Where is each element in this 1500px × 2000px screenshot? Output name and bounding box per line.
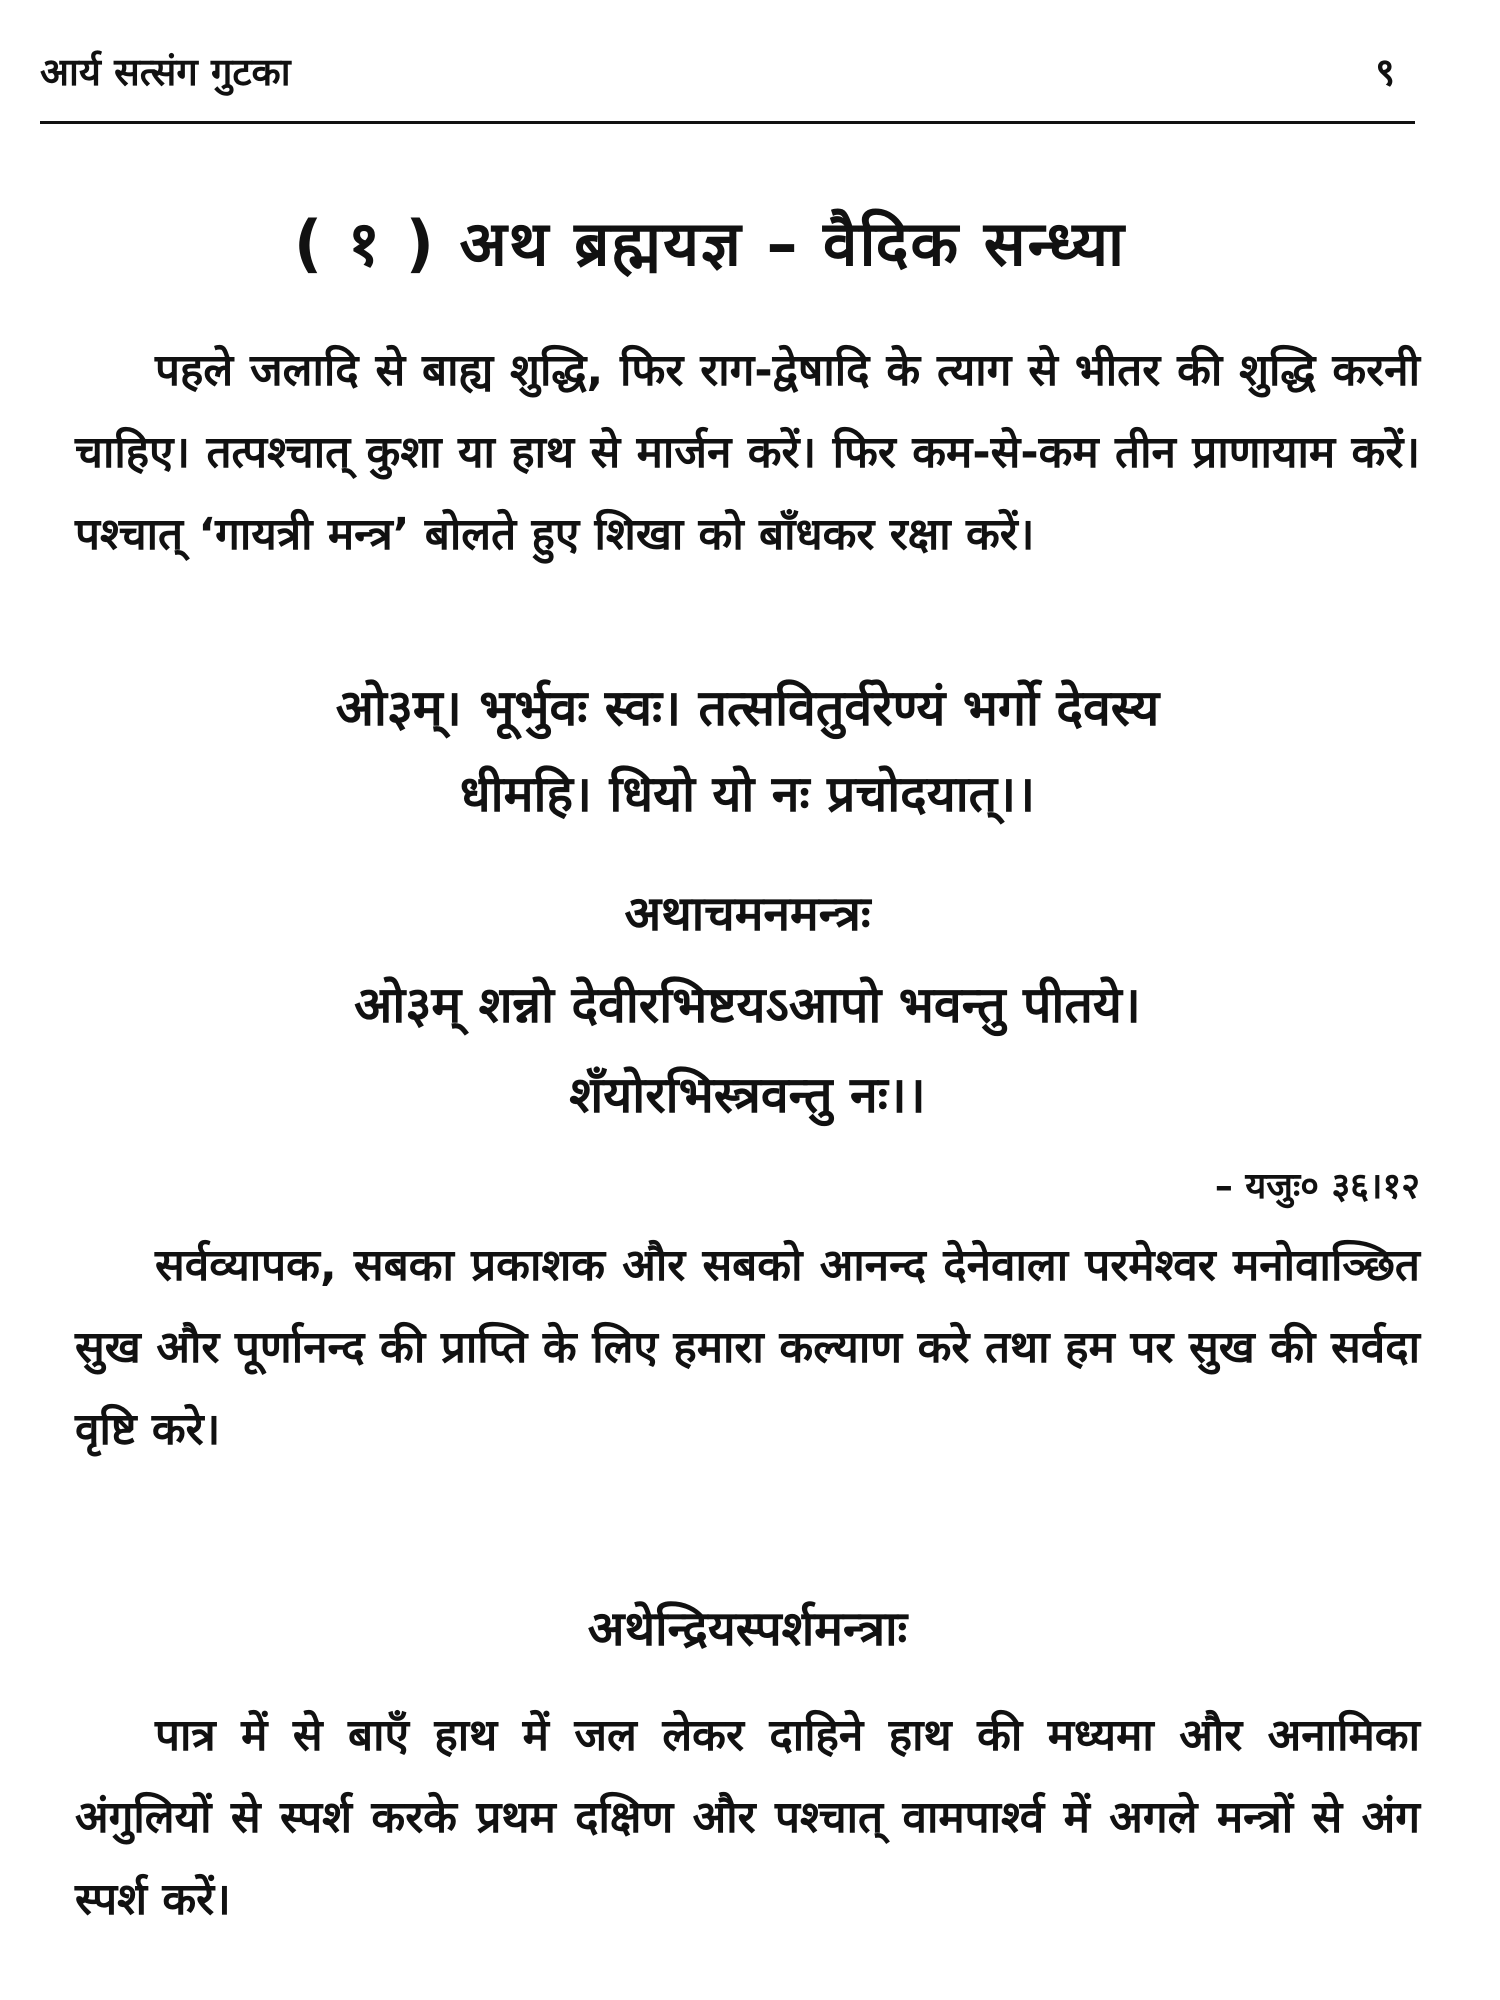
achamana-mantra	[75, 960, 1420, 1140]
achamana-heading: अथाचमनमन्त्रः	[624, 886, 871, 942]
intro-paragraph: पहले जलादि से बाह्य शुद्धि, फिर राग-द्वेषादि के त्याग से भीतर की शुद्धि करनी चाहिए। तत्पश्चात् कुशा या हाथ से मार्जन करें। फिर कम-से-कम तीन प्राणायाम करें। पश्चात् ‘गायत्री मन्त्र’ बोलते हुए शिखा को बाँधकर रक्षा करें।	[75, 345, 1420, 560]
achamana-meaning: सर्वव्यापक, सबका प्रकाशक और सबको आनन्द देनेवाला परमेश्वर मनोवाञ्छित सुख और पूर्णानन्द की प्राप्ति के लिए हमारा कल्याण करे तथा हम पर सुख की सर्वदा वृष्टि करे।	[75, 1240, 1420, 1455]
book-title: आर्य सत्संग गुटका	[40, 50, 291, 94]
gayatri-mantra-line-2: धीमहि। धियो यो नः प्रचोदयात्।।	[459, 765, 1036, 823]
chapter-heading: ( १ ) अथ ब्रह्मयज्ञ – वैदिक सन्ध्या	[293, 207, 1127, 280]
gayatri-mantra	[75, 665, 1420, 837]
indriya-sparsha-instruction: पात्र में से बाएँ हाथ में जल लेकर दाहिने हाथ की मध्यमा और अनामिका अंगुलियों से स्पर्श करके प्रथम दक्षिण और पश्चात् वामपार्श्व में अगले मन्त्रों से अंग स्पर्श करें।	[75, 1710, 1420, 1925]
running-header	[40, 45, 1415, 124]
page-number: ९	[1375, 50, 1395, 94]
gayatri-mantra-line-1: ओ३म्। भूर्भुवः स्वः। तत्सवितुर्वरेण्यं भर्गो देवस्य	[335, 679, 1160, 737]
achamana-mantra-line-1: ओ३म् शन्नो देवीरभिष्टयऽआपो भवन्तु पीतये।	[354, 976, 1141, 1034]
indriya-sparsha-heading: अथेन्द्रियस्पर्शमन्त्राः	[587, 1601, 908, 1657]
scripture-reference: – यजुः० ३६।१२	[1214, 1166, 1420, 1207]
achamana-mantra-line-2: शँयोरभिस्त्रवन्तु नः।।	[569, 1066, 926, 1124]
